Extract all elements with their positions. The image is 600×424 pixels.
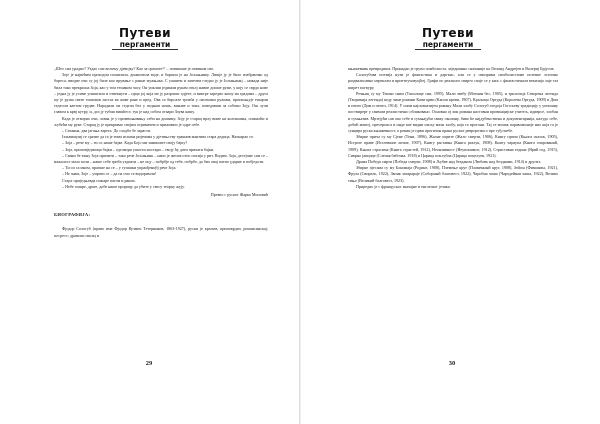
paragraph: Зоје је највећим проходом пошизила, донаштила воде, и баршла је на Јољањинку. Лишје ју је било изабранчко од бореса, иводве очи су јој биле као ирување с ранне мужњака. С уашием и запечем гледао ју је Јољањинкј – никада није била тако прекрасна Зоја, као у том тешаком часу. Он уиклии јединим рукам отклј жавие дошие руже, у коју се сврдо нове – једна ју је усиме упиштила и отвекнути – прцо јој која ме ју разрчаис одјете, и виктре заредио кошу на градима – друга му је руша свезе тишовов ластаз ва жаве ране и пред. Ова са бирсале трпаба у пасеками ружама, прагашњује ешарчи тедесом каетом грудве. Нарадили он седели бел у педнаш ношь, винлве и тонл, поведавши за собомо Зоју. Ош лучи главом к крвј кутру, и, доз ју тубии вишћест, тук је над собом отаари Зоува кашу.	[54, 72, 268, 115]
bio-paragraph: Фјодор Сологуб (право име Фјодор Кузмич Тетерников, 1863-1927), руски је краљев, приповрдач, романсинскај; посрест; драмски писац и	[54, 226, 268, 238]
paragraph: Сологубова поезија нузи је фантастика и даргкнс, али се у свиприма симболистачке потенке лстично раздвалисавно нереклам и ирпетпучизуојћеј. Графи ис реалного свирто спаје се у киљ с фантастичном векизија лаје таз ширет погвуру.	[348, 72, 558, 90]
paragraph: „Што сам урадио? Уздао сам вољену дјевојку? Као за срамоте!“ – повикаше је повиком сво.	[54, 66, 215, 71]
paragraph: Старх приједњевда пожаре пагом и раних.	[62, 177, 136, 183]
paragraph: Збирке пјесама су му Бонимаја (Родине, 1908), Племење круг (Пламенный круг, 1908), Jedinu (Фимиамы, 1921), Фрула (Свирель, 1922), Звонк затарараје (Соборный благовест, 1922), Чаробна чаша (Чародейная чаша, 1922), Велико тиње (Великий благовест, 1923).	[348, 165, 558, 183]
paragraph: Приредио је с француског значајне и енглеског језика.	[356, 183, 451, 189]
paragraph: Збирке прича су му Сјене (Тени, 1896), Жалне хорите (Жало смерти, 1906), Книгу прича (Књига сказок, 1905), Истргле праве (Истлевшие личие, 1907), Книгу раставна (Книга разлук, 1908), Книгу чараупа (Книга очарований, 1909), Књига страсима (Книга страстей, 1912), Неонзивност (Неупонимое, 1912), Стриставна гедина (Ярий год, 1915), Сиврно јапцице (Слепая бабочка, 1918) и Царица поклубиа (Царица поцелуев, 1921).	[348, 134, 558, 158]
journal-logo	[408, 27, 488, 50]
paragraph: књижевник превродиша. Принадао је групи симболиста, заједнинно сначаније ка Леонид Андрејев и Валериј Брјусов.	[348, 66, 555, 71]
logo-subtitle: пергаменти	[112, 40, 178, 50]
paragraph: – Ти си са мном, прапше на се – у гушшки упраођенцбј рече Зоја.	[62, 165, 177, 171]
logo-subtitle: пергаменти	[415, 40, 481, 50]
right-page	[300, 0, 600, 424]
right-page-text	[348, 66, 558, 190]
paragraph: Када је отворио очи, ловак је у провешњивању себи на дишиму. Зоју је старац врлу виме на колсинима, плачаоћи и љубећи му руке. Старац ју је прекривао својим огримачем и прижамио је одре себе.	[54, 115, 268, 127]
paragraph: – Сатанна, два јагања зарета. До сходбо бе зарасти.	[62, 128, 152, 134]
paragraph: – Небе сишре, драге, добе наше прорицу да убите у свесу теорку жују.	[62, 183, 185, 189]
journal-logo	[105, 27, 185, 50]
left-page-text	[54, 66, 268, 239]
paragraph: – Сваки бе зжну Зоја причити – тако рече Јољањинк – наио је жесив отпо похија у рит. Видим. Зоја, десејпне сам се – нажалост мало коли – наше себе гриба уздиати – не оцу – побрбје од тебе, побрбе, да бих овај патио ударне и побједоти.	[54, 152, 268, 165]
paragraph: Ізльвиацзиј се сратие да га је тима испама ријечима у дјетињству тракнив мантива стара дедица. Наонарао се.	[62, 134, 254, 140]
paragraph: – Не знам, Зоје – умрати се – да па смо се видоримли!	[62, 171, 157, 177]
paragraph: – Зоја – рече му – ти ос наше бајке. Када Бојо ми замишите своју бајку?	[62, 140, 188, 146]
paragraph: Драма Победа смрти (Победа смерти, 1908) и Љубве над безданом (Любовь над безднами, 1914) и других.	[356, 159, 542, 165]
section-heading: БИОГРАФИЈА:	[54, 212, 91, 218]
paragraph: – Зоја, приповједачица бајки – одговори ушасти ностари – своју ћу дати причати бајки.	[62, 146, 215, 152]
paragraph: Речњиц су му Тешки сним (Тшшлице сни, 1995), Мали звебу (Мотнин бес, 1905), и трилогија Створена легенда (Творимаја легенда) кеду чине романи Капи крви (Капли крови, 1907), Краљица Ортуда (Королева Ортуда, 1909) и Дим и пепео (Дим и пепел, 1914). У оном најпознатијем роману Мали злобу Сологуб гледоја Гогољеву традицију у уопишну поствирерт у свимом реалистично обликовано. Основна ој лик романа наставни провинцијске учитељ, идиврсе, злобан и сумњатив. Мрзејући сав око себе и сумњајући сваку околину, биво ће најдубенствена и документарнија, налудо себе, добић маштј, пресерпаса и инде кае видни шаљу мали злобу, која га прогони. Тај се момак паравлашнаје них која га је сунцвра руска књижевност, а роман је први прогичан прана руског реврорезва о пре гуђ гнебе.	[348, 90, 558, 134]
page-number: 30	[448, 360, 456, 367]
logo-title: Путеви	[422, 26, 474, 40]
page-number: 29	[145, 360, 153, 367]
translator-signature: Превео с руског Жарко Миловић	[210, 192, 268, 198]
logo-title: Путеви	[119, 26, 171, 40]
